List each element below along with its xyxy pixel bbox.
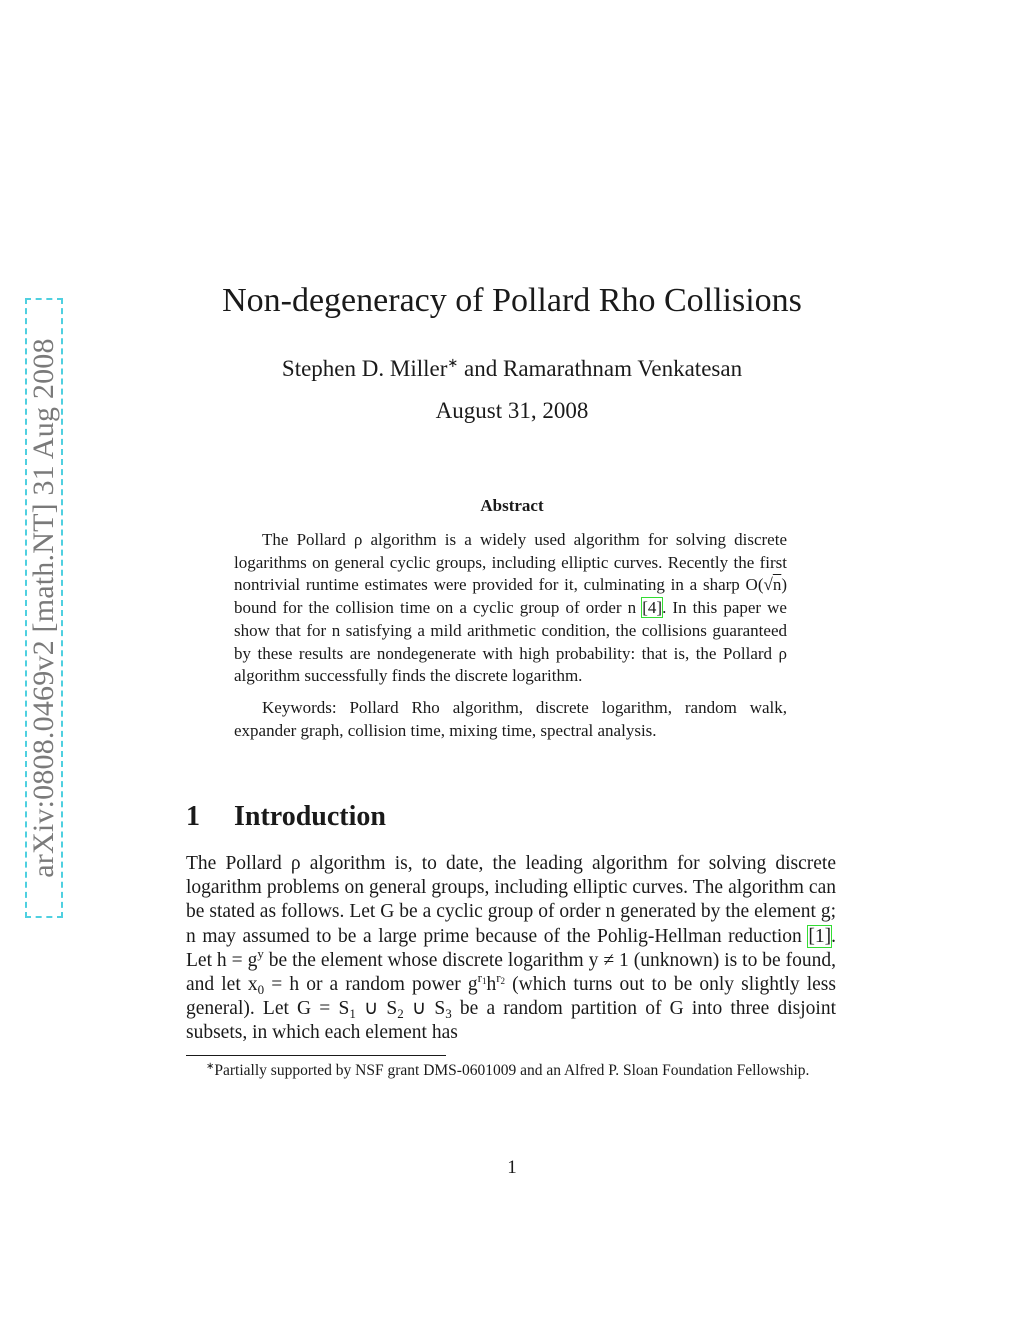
- abstract-text: . In this paper we show that for n satisfying a mild arithmetic condition, the collisions guaranteed by these results are nondegenerate with high probability: that is, the Pollard ρ algorithm successfully finds the discrete logarithm.: [234, 598, 787, 686]
- math-superscript: y: [257, 945, 264, 961]
- math-subscript: 1: [349, 1006, 356, 1022]
- math-superscript: r1: [477, 970, 487, 987]
- paper-title: Non-degeneracy of Pollard Rho Collisions: [222, 282, 802, 319]
- paper-date: August 31, 2008: [435, 398, 589, 423]
- footnote-mark[interactable]: ∗: [447, 355, 459, 370]
- footnote-rule: [186, 1055, 446, 1056]
- citation-link[interactable]: [1]: [808, 925, 832, 947]
- intro-text: be the element whose discrete logarithm y ≠ 1 (unknown) is to be found, and let x: [186, 949, 836, 996]
- abstract-text: The Pollard ρ algorithm is a widely used algorithm for solving discrete logarithms on general cyclic groups, including elliptic curves. Recently the first nontrivial runtime estimates were provided for it, culminating in a sharp O(√: [234, 530, 787, 595]
- intro-text: be a random partition of G into three disjoint subsets, in which each element has: [186, 998, 837, 1044]
- author-first: Stephen D. Miller: [281, 356, 448, 381]
- sqrt-argument: n: [772, 575, 782, 595]
- math-subscript: 2: [397, 1006, 404, 1022]
- author-rest: and Ramarathnam Venkatesan: [458, 356, 743, 381]
- abstract-body: [234, 529, 787, 742]
- author-line: [0, 348, 1024, 384]
- section-number: 1: [186, 801, 200, 832]
- footnote: [186, 1060, 836, 1081]
- math-subscript: 3: [445, 1006, 452, 1022]
- abstract-heading: Abstract: [480, 496, 544, 515]
- arxiv-stamp[interactable]: [25, 298, 63, 918]
- intro-text: ∪ S: [355, 998, 398, 1020]
- section-heading: [186, 799, 386, 835]
- abstract-paragraph: [234, 529, 787, 688]
- citation-link[interactable]: [4]: [642, 598, 663, 618]
- arxiv-identifier[interactable]: arXiv:0808.0469v2 [math.NT] 31 Aug 2008: [27, 338, 60, 878]
- intro-text: (which turns out to be only slightly less general). Let G = S: [186, 974, 836, 1020]
- keywords: Keywords: Pollard Rho algorithm, discrete logarithm, random walk, expander graph, collision time, mixing time, spectral analysis.: [234, 697, 787, 740]
- math-superscript: r2: [496, 970, 506, 987]
- intro-text: h: [486, 974, 497, 996]
- intro-paragraph: [186, 852, 836, 1046]
- intro-text: . Let h = g: [186, 925, 836, 971]
- footnote-text: Partially supported by NSF grant DMS-0601009 and an Alfred P. Sloan Foundation Fellowship.: [214, 1062, 810, 1079]
- intro-text: ∪ S: [403, 998, 446, 1020]
- intro-text: = h or a random power g: [264, 974, 478, 996]
- footnote-mark: ∗: [206, 1061, 215, 1072]
- math-subscript: 0: [257, 982, 265, 998]
- abstract-text: ) bound for the collision time on a cyclic group of order n: [234, 575, 787, 618]
- section-title: Introduction: [234, 801, 386, 832]
- page-number: 1: [507, 1157, 517, 1178]
- intro-text: The Pollard ρ algorithm is, to date, the leading algorithm for solving discrete logarithm problems on general groups, including elliptic curves. The algorithm can be stated as follows. Let G be a cyclic group of order n generated by the element g; n may assumed to be a large prime because of the Pohlig-Hellman reduction: [186, 853, 836, 947]
